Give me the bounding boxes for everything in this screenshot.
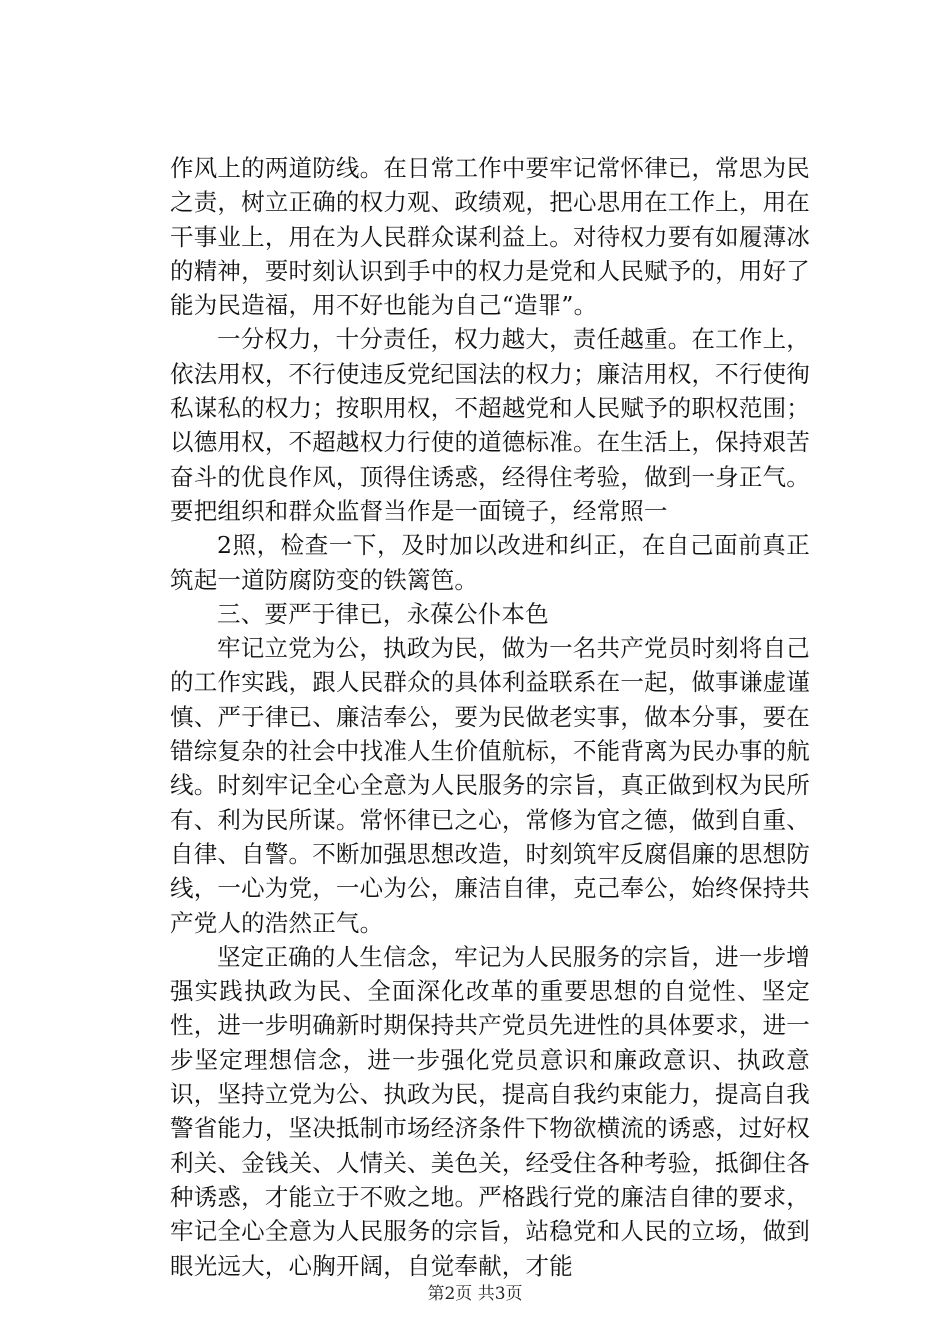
page-number-footer: 第2页 共3页: [427, 1284, 523, 1304]
paragraph-1: 作风上的两道防线。在日常工作中要牢记常怀律已，常思为民之责，树立正确的权力观、政绩观，把心思用在工作上，用在干事业上，用在为人民群众谋利益上。对待权力要有如履薄冰的精神，要时刻认识到手中的权力是党和人民赋予的，用好了能为民造福，用不好也能为自己“造罪”。: [170, 154, 810, 320]
paragraph-4: 牢记立党为公，执政为民，做为一名共产党员时刻将自己的工作实践，跟人民群众的具体利益联系在一起，做事谦虚谨慎、严于律已、廉洁奉公，要为民做老实事，做本分事，要在错综复杂的社会中找准人生价值航标，不能背离为民办事的航线。时刻牢记全心全意为人民服务的宗旨，真正做到权为民所有、利为民所谋。常怀律已之心，常修为官之德，做到自重、自律、自警。不断加强思想改造，时刻筑牢反腐倡廉的思想防线，一心为党，一心为公，廉洁自律，克己奉公，始终保持共产党人的浩然正气。: [170, 634, 810, 937]
paragraph-2: 一分权力，十分责任，权力越大，责任越重。在工作上，依法用权，不行使违反党纪国法的权力；廉洁用权，不行使徇私谋私的权力；按职用权，不超越党和人民赋予的职权范围；以德用权，不超越权力行使的道德标准。在生活上，保持艰苦奋斗的优良作风，顶得住诱惑，经得住考验，做到一身正气。要把组织和群众监督当作是一面镜子，经常照一: [170, 325, 810, 525]
paragraph-5: 坚定正确的人生信念，牢记为人民服务的宗旨，进一步增强实践执政为民、全面深化改革的重要思想的自觉性、坚定性，进一步明确新时期保持共产党员先进性的具体要求，进一步坚定理想信念，进一步强化党员意识和廉政意识、执政意识，坚持立党为公、执政为民，提高自我约束能力，提高自我警省能力，坚决抵制市场经济条件下物欲横流的诱惑，过好权利关、金钱关、人情关、美色关，经受住各种考验，抵御住各种诱惑，才能立于不败之地。严格践行党的廉洁自律的要求，牢记全心全意为人民服务的宗旨，站稳党和人民的立场，做到眼光远大，心胸开阔，自觉奉献，才能: [170, 942, 810, 1280]
paragraph-3: 2照，检查一下，及时加以改进和纠正，在自己面前真正筑起一道防腐防变的铁篱笆。: [170, 531, 810, 594]
section-heading: 三、要严于律已，永葆公仆本色: [217, 599, 549, 628]
document-body: [170, 151, 810, 1283]
